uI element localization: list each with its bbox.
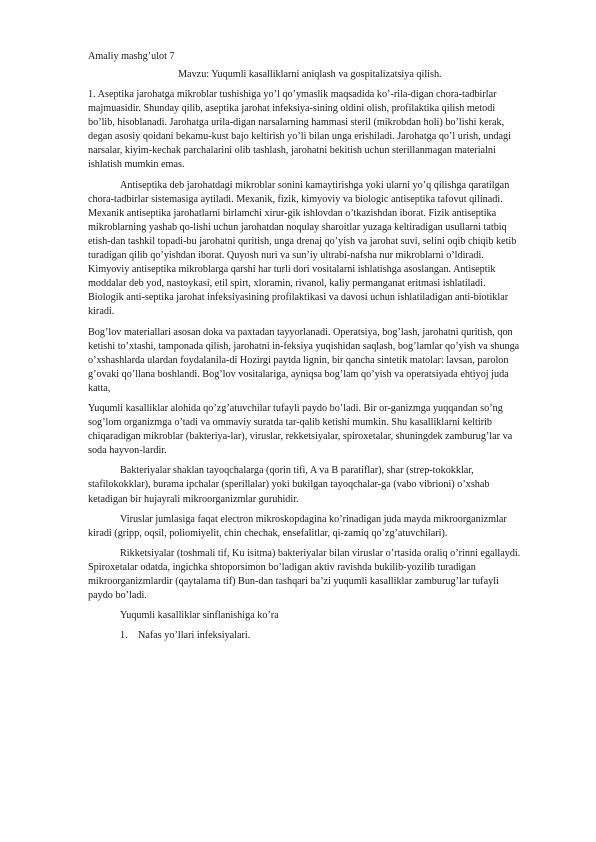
paragraph-viruslar: Viruslar jumlasiga faqat electron mikroskopdagina ko’rinadigan juda mayda mikroorganizmlar kiradi (gripp, oqsil, poliomiyelit, chin chechak, ensefalitlar, qi-zamiq qo’zg’atuvchilari).: [88, 513, 507, 539]
paragraph-yuqumli: Yuqumli kasalliklar alohida qo’zg’atuvchilar tufayli paydo bo’ladi. Bir or-ganizmga yuqqandan so’ng sog’lom organizmga o’tadi va ommaviy suratda tar-qalib ketishi mumkin. Shu kasalliklarni keltirib chiqaradigan mikroblar (bakteriya-lar), viruslar, rekketsiyalar, spiroxetalar, shuningdek zamburug’lar va soda hayvon-lardir.: [88, 402, 513, 457]
paragraph-bakteriyalar: Bakteriyalar shaklan tayoqchalarga (qorin tifi, A va B paratiflar), shar (strep-tokokklar, stafilokokklar), burama ipchalar (sperillalar) yoki bukilgan tayoqchalar-ga (vabo vibrioni) o’xshab ketadigan bir hujayrali mikroorganizmlar guruhidir.: [88, 465, 490, 505]
paragraph-boglov: Bog’lov materiallari asosan doka va paxtadan tayyorlanadi. Operatsiya, bog’lash, jarohatni quritish, qon ketishi to’xtashi, tamponada qilish, jarohatni in-feksiya yuqishidan saqlash, bog’lamlar qo’yish va shunga o’xshashlarda ulardan foydalanila-di Hozirgi paytda lignin, bir qancha sintetik matolar: lavsan, parolon g’ovaki qo’llana boshlandi. Bog’lov vositalariga, ayniqsa bog’lam qo’yish va operatsiyada ehtiyoj juda katta,: [88, 326, 520, 394]
practice-heading: Amaliy mashg’ulot 7: [88, 51, 175, 62]
paragraph-antiseptika: Antiseptika deb jarohatdagi mikroblar sonini kamaytirishga yoki ularni yo’q qilishga qaratilgan chora-tadbirlar sistemasiga aytiladi. Mexanik, fizik, kimyoviy va biologic antiseptika tafovut qilinadi. Mexanik antiseptika jarohatlarni birlamchi xirur-gik ishlovdan o’tkazishdan iborat. Fizik antiseptika mikroblarning yashab qo-lishi uchun jarohatdan noqulay sharoitlar yuzaga keltiradigan usullarni tatbiq etish-dan tashkil topadi-bu jarohatni quritish, unga drenaj qo’yish va jarohat suvi, selini oqib chiqib ketib turadigan qilib qo’yishdan iborat. Quyosh nuri va sun’iy ultrabi-nafsha nur mikroblarni o’ldiradi. Kimyoviy antiseptika mikroblarga qarshi har turli dori vositalarni ishlatishga asoslangan. Antiseptik moddalar deb yod, nastoykasi, etil spirt, xloramin, rivanol, kaliy permanganat eritmasi ishlatiladi. Biologik anti-septika jarohat infeksiyasining profilaktikasi va davosi uchun ishlatiladigan anti-biotiklar kiradi.: [88, 179, 517, 318]
list-item: [120, 629, 522, 643]
paragraph-rikketsiyalar: Rikketsiyalar (toshmali tif, Ku isitma) bakteriyalar bilan viruslar o’rtasida oraliq o’rinni egallaydi. Spiroxetalar odatda, ingichka shtoporsimon bo’ladigan aktiv ravishda bukilib-yozilib turadigan mikroorganizmlardir (qaytalama tif) Bun-dan tashqari ba’zi yuqumli kasalliklar zamburug’lar tufayli paydo bo’ladi.: [88, 547, 521, 602]
topic-title: Mavzu: Yuqumli kasalliklarni aniqlash va gospitalizatsiya qilish.: [178, 69, 442, 80]
list-text: Nafas yo’llari infeksiyalari.: [138, 630, 251, 642]
list-number: 1.: [120, 630, 128, 642]
paragraph-aseptika: 1. Aseptika jarohatga mikroblar tushishiga yo’l qo’ymaslik maqsadida ko’-rila-digan chora-tadbirlar majmuasidir. Shunday qilib, aseptika jarohat infeksiya-sining oldini olish, profilaktika qilish metodi bo’lib, hisoblanadi. Jarohatga urila-digan narsalarning hammasi steril (mikrobdan holi) bo’lishi kerak, degan asosiy qoidani bekamu-kust bajo keltirish yo’li bilan unga erishiladi. Jarohatga qo’l urish, undagi narsalar, kiyim-kechak parchalarini olib tashlash, jarohatni bekitish uchun sterillanmagan materialni ishlatish mumkin emas.: [88, 89, 511, 171]
paragraph-sinflanish: Yuqumli kasalliklar sinflanishiga ko’ra: [120, 610, 279, 622]
